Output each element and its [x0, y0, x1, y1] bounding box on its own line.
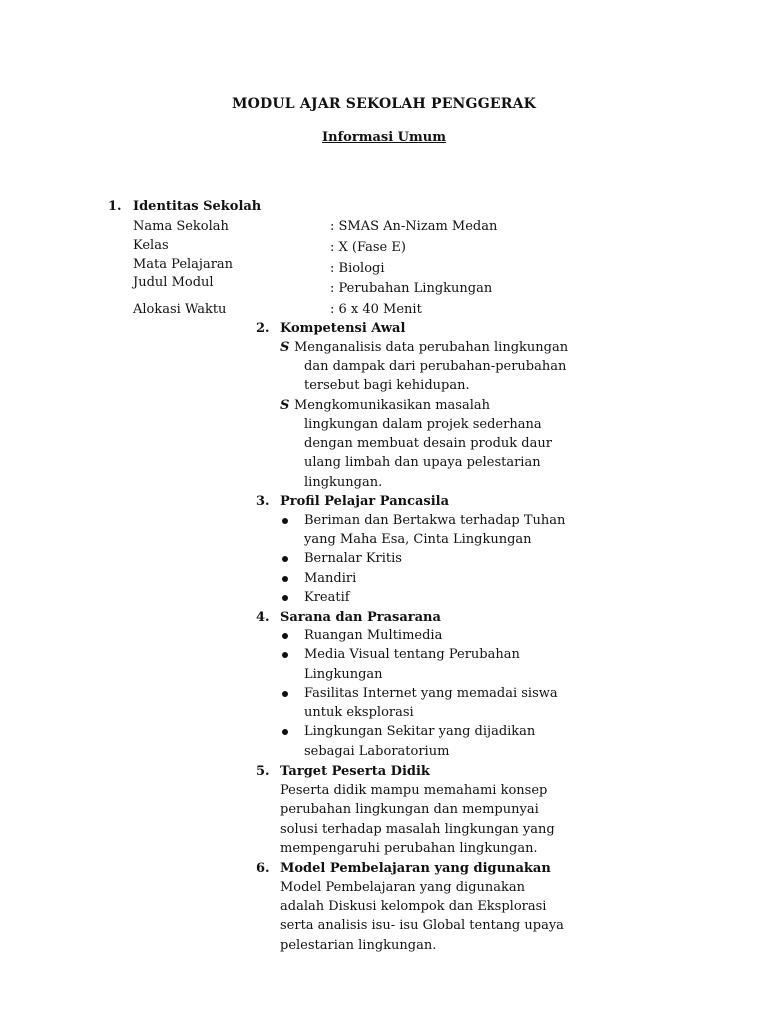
- identity-value: : Perubahan Lingkungan: [330, 281, 493, 296]
- list-item-text: Kreatif: [304, 590, 350, 605]
- section-3-number: 3.: [256, 494, 270, 509]
- list-item-text: lingkungan dalam projek sederhana: [304, 417, 542, 432]
- section-6-number: 6.: [256, 861, 270, 876]
- list-item-text: Fasilitas Internet yang memadai siswa: [304, 686, 558, 701]
- document-title: MODUL AJAR SEKOLAH PENGGERAK: [231, 96, 537, 112]
- list-item-text: tersebut bagi kehidupan.: [304, 378, 470, 393]
- section-5-number: 5.: [256, 764, 270, 779]
- list-item-text: sebagai Laboratorium: [304, 744, 450, 759]
- s-marker-icon: S: [280, 340, 290, 355]
- identity-value: : 6 x 40 Menit: [330, 302, 422, 317]
- paragraph-line: perubahan lingkungan dan mempunyai: [280, 802, 539, 817]
- section-2-heading: Kompetensi Awal: [280, 321, 406, 336]
- list-item-text: Mandiri: [304, 571, 357, 586]
- bullet-icon: [282, 729, 288, 735]
- list-item-text: Lingkungan: [304, 667, 383, 682]
- identity-value: : Biologi: [330, 261, 385, 276]
- list-item-text: ulang limbah dan upaya pelestarian: [304, 455, 541, 470]
- section-3-heading: Profil Pelajar Pancasila: [280, 494, 450, 509]
- paragraph-line: Peserta didik mampu memahami konsep: [280, 783, 548, 798]
- bullet-icon: [282, 595, 288, 601]
- identity-value: : X (Fase E): [330, 240, 406, 255]
- document-subtitle: Informasi Umum: [322, 130, 446, 145]
- bullet-icon: [282, 691, 288, 697]
- bullet-icon: [282, 518, 288, 524]
- paragraph-line: Model Pembelajaran yang digunakan: [280, 880, 526, 895]
- identity-label: Judul Modul: [133, 275, 214, 290]
- list-item-text: yang Maha Esa, Cinta Lingkungan: [304, 532, 532, 547]
- list-item-text: lingkungan.: [304, 475, 383, 490]
- paragraph-line: solusi terhadap masalah lingkungan yang: [280, 822, 555, 837]
- section-5-heading: Target Peserta Didik: [280, 764, 430, 779]
- list-item-text: Beriman dan Bertakwa terhadap Tuhan: [304, 513, 566, 528]
- list-item-text: Media Visual tentang Perubahan: [304, 647, 520, 662]
- bullet-icon: [282, 652, 288, 658]
- list-item-text: Ruangan Multimedia: [304, 628, 443, 643]
- list-item-text: Lingkungan Sekitar yang dijadikan: [304, 724, 536, 739]
- list-item-text: Bernalar Kritis: [304, 551, 402, 566]
- section-4-heading: Sarana dan Prasarana: [280, 610, 441, 625]
- list-item: [280, 396, 490, 415]
- paragraph-line: serta analisis isu- isu Global tentang upaya: [280, 918, 564, 933]
- section-2-number: 2.: [256, 321, 270, 336]
- bullet-icon: [282, 576, 288, 582]
- list-item-text: dan dampak dari perubahan-perubahan: [304, 359, 567, 374]
- section-1-heading: Identitas Sekolah: [133, 199, 262, 214]
- list-item-text: Menganalisis data perubahan lingkungan: [294, 340, 569, 355]
- identity-label: Nama Sekolah: [133, 219, 229, 234]
- paragraph-line: adalah Diskusi kelompok dan Eksplorasi: [280, 899, 547, 914]
- identity-label: Kelas: [133, 238, 169, 253]
- identity-label: Alokasi Waktu: [133, 302, 227, 317]
- section-4-number: 4.: [256, 610, 270, 625]
- list-item-text: Mengkomunikasikan masalah: [294, 398, 491, 413]
- bullet-icon: [282, 556, 288, 562]
- identity-value: : SMAS An-Nizam Medan: [330, 219, 498, 234]
- list-item-text: dengan membuat desain produk daur: [304, 436, 552, 451]
- list-item: [280, 338, 568, 357]
- s-marker-icon: S: [280, 398, 290, 413]
- paragraph-line: mempengaruhi perubahan lingkungan.: [280, 841, 538, 856]
- section-1-number: 1.: [108, 199, 122, 214]
- section-6-heading: Model Pembelajaran yang digunakan: [280, 861, 551, 876]
- paragraph-line: pelestarian lingkungan.: [280, 938, 437, 953]
- list-item-text: untuk eksplorasi: [304, 705, 414, 720]
- bullet-icon: [282, 633, 288, 639]
- identity-label: Mata Pelajaran: [133, 257, 234, 272]
